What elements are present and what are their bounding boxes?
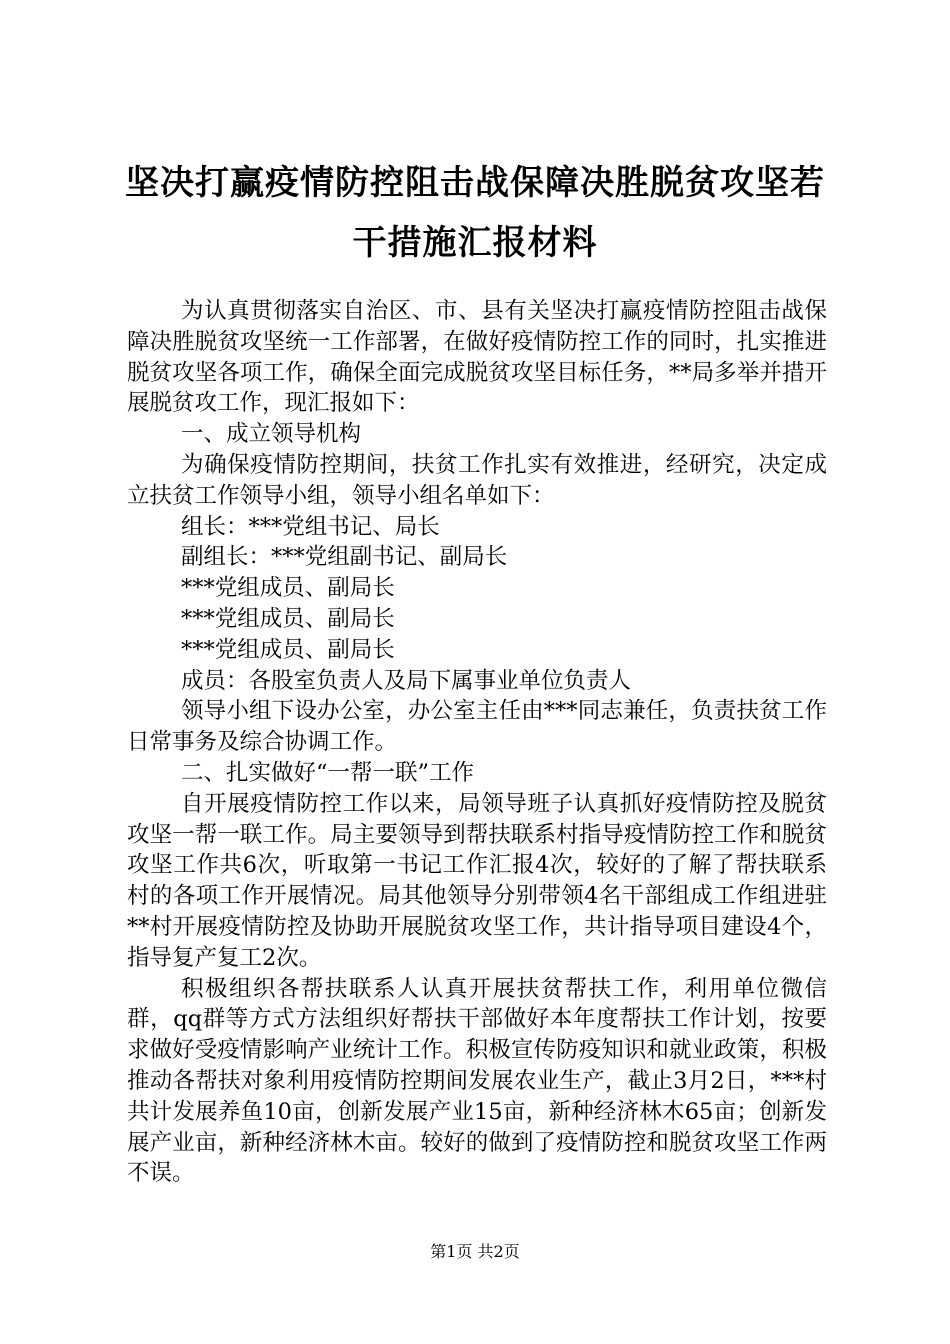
intro-paragraph: 为认真贯彻落实自治区、市、县有关坚决打赢疫情防控阻击战保障决胜脱贫攻坚统一工作部署，在做好疫情防控工作的同时，扎实推进脱贫攻坚各项工作，确保全面完成脱贫攻坚目标任务，**局多举并措开展脱贫攻工作，现汇报如下： xyxy=(127,298,827,417)
member-line: ***党组成员、副局长 xyxy=(181,636,395,663)
body-paragraph: 积极组织各帮扶联系人认真开展扶贫帮扶工作，利用单位微信群，qq群等方式方法组织好帮扶干部做好本年度帮扶工作计划，按要求做好受疫情影响产业统计工作。积极宣传防疫知识和就业政策，积极推动各帮扶对象利用疫情防控期间发展农业生产，截止3月2日，***村共计发展养鱼10亩，创新发展产业15亩，新种经济林木65亩；创新发展产业亩，新种经济林木亩。较好的做到了疫情防控和脱贫攻坚工作两不误。 xyxy=(127,975,827,1187)
body-paragraph: 领导小组下设办公室，办公室主任由***同志兼任，负责扶贫工作日常事务及综合协调工作。 xyxy=(127,698,827,756)
document-title-line-1: 坚决打赢疫情防控阻击战保障决胜脱贫攻坚若 xyxy=(125,163,825,203)
member-line: ***党组成员、副局长 xyxy=(181,575,395,602)
section-heading-1: 一、成立领导机构 xyxy=(181,421,362,448)
member-line: 组长：***党组书记、局长 xyxy=(181,513,440,540)
body-paragraph: 为确保疫情防控期间，扶贫工作扎实有效推进，经研究，决定成立扶贫工作领导小组，领导小组名单如下： xyxy=(127,451,827,509)
section-heading-2: 二、扎实做好“一帮一联”工作 xyxy=(181,759,475,786)
member-line: 副组长：***党组副书记、副局长 xyxy=(181,544,508,571)
document-body xyxy=(127,296,827,1189)
page-indicator: 第1页 共2页 xyxy=(430,1242,520,1261)
member-line: ***党组成员、副局长 xyxy=(181,605,395,632)
body-paragraph: 自开展疫情防控工作以来，局领导班子认真抓好疫情防控及脱贫攻坚一帮一联工作。局主要领导到帮扶联系村指导疫情防控工作和脱贫攻坚工作共6次，听取第一书记工作汇报4次，较好的了解了帮扶联系村的各项工作开展情况。局其他领导分别带领4名干部组成工作组进驻**村开展疫情防控及协助开展脱贫攻坚工作，共计指导项目建设4个，指导复产复工2次。 xyxy=(127,790,827,971)
document-title-line-2: 干措施汇报材料 xyxy=(352,223,598,263)
member-line: 成员：各股室负责人及局下属事业单位负责人 xyxy=(181,667,632,694)
